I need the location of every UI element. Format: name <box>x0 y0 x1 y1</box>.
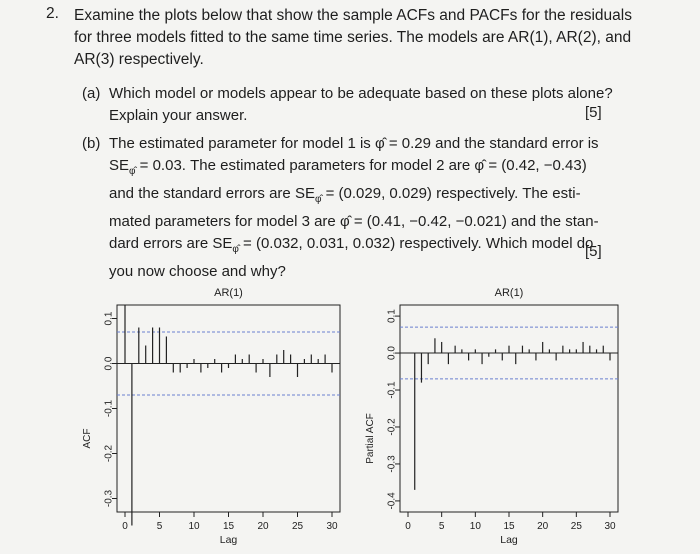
part-a <box>82 83 613 127</box>
y-tick-label: -0.2 <box>103 444 115 463</box>
part-b-line-6: you now choose and why? <box>109 263 286 280</box>
x-tick-label: 15 <box>503 521 515 532</box>
x-tick-label: 30 <box>326 521 338 532</box>
x-tick-label: 15 <box>222 521 235 532</box>
y-tick-label: 0.1 <box>103 311 115 326</box>
x-tick-label: 5 <box>156 521 163 532</box>
part-a-line-2: Explain your answer. <box>109 107 248 124</box>
part-b-line-2-rest: = 0.03. The estimated parameters for model 2 are φ̂ = (0.42, −0.43) <box>135 157 587 174</box>
part-b-marks: [5] <box>585 243 602 260</box>
part-b-line-1: The estimated parameter for model 1 is φ̂ = 0.29 and the standard error is <box>109 135 599 152</box>
x-tick-label: 25 <box>570 521 582 532</box>
part-b-line-5-rest: = (0.032, 0.031, 0.032) respectively. Which model do <box>238 235 594 252</box>
y-tick-label: -0.1 <box>386 381 398 399</box>
x-tick-label: 0 <box>405 521 411 532</box>
y-axis-label: ACF <box>82 428 93 449</box>
y-tick-label: 0.1 <box>386 309 398 324</box>
part-b-line-4: mated parameters for model 3 are φ̂ = (0.41, −0.42, −0.021) and the stan- <box>109 213 599 230</box>
intro-line-1: Examine the plots below that show the sample ACFs and PACFs for the residuals <box>74 7 632 24</box>
plot-title: AR(1) <box>214 287 243 299</box>
se-subscript: φ̂ <box>129 166 136 177</box>
y-tick-label: -0.3 <box>103 489 115 508</box>
question-number: 2. <box>46 5 59 22</box>
x-axis-label: Lag <box>219 534 238 546</box>
part-b-label: (b) <box>82 135 101 152</box>
pacf-plot <box>350 280 640 550</box>
y-tick-label: 0.0 <box>386 346 398 361</box>
x-tick-label: 20 <box>257 521 269 532</box>
part-a-label: (a) <box>82 85 101 102</box>
x-tick-label: 20 <box>537 521 549 532</box>
part-a-marks: [5] <box>585 104 602 121</box>
part-b-line-5-start: dard errors are SE <box>109 235 233 252</box>
x-tick-label: 30 <box>604 521 616 532</box>
plot-frame <box>400 305 618 512</box>
part-b <box>82 133 607 280</box>
plot-frame <box>117 305 340 512</box>
part-b-line-3 <box>109 183 601 211</box>
y-tick-label: -0.4 <box>386 492 398 510</box>
acf-plot <box>75 280 355 550</box>
intro-line-3: AR(3) respectively. <box>74 51 204 68</box>
part-b-line-3-rest: = (0.029, 0.029) respectively. The esti- <box>321 185 581 202</box>
y-tick-label: -0.3 <box>386 455 398 473</box>
question-intro <box>74 5 632 71</box>
y-tick-label: -0.1 <box>103 399 115 418</box>
x-axis-label: Lag <box>500 534 518 546</box>
y-axis-label: Partial ACF <box>365 413 376 464</box>
x-tick-label: 0 <box>122 521 128 532</box>
part-b-line-5 <box>109 233 601 261</box>
part-b-text <box>109 133 601 283</box>
part-a-line-1: Which model or models appear to be adequate based on these plots alone? <box>109 85 613 102</box>
part-b-line-3-start: and the standard errors are SE <box>109 185 315 202</box>
se-subscript: φ̂ <box>314 194 322 205</box>
part-a-text <box>109 83 613 127</box>
x-tick-label: 5 <box>438 521 445 532</box>
part-b-line-2 <box>109 155 601 183</box>
x-tick-label: 25 <box>291 521 304 532</box>
y-tick-label: 0.0 <box>103 356 115 371</box>
intro-line-2: for three models fitted to the same time series. The models are AR(1), AR(2), and <box>74 29 632 46</box>
plot-title: AR(1) <box>494 287 524 299</box>
se-label: SE <box>109 157 130 174</box>
x-tick-label: 10 <box>469 521 481 532</box>
se-subscript: φ̂ <box>232 244 239 255</box>
x-tick-label: 10 <box>188 521 200 532</box>
y-tick-label: -0.2 <box>386 418 398 436</box>
